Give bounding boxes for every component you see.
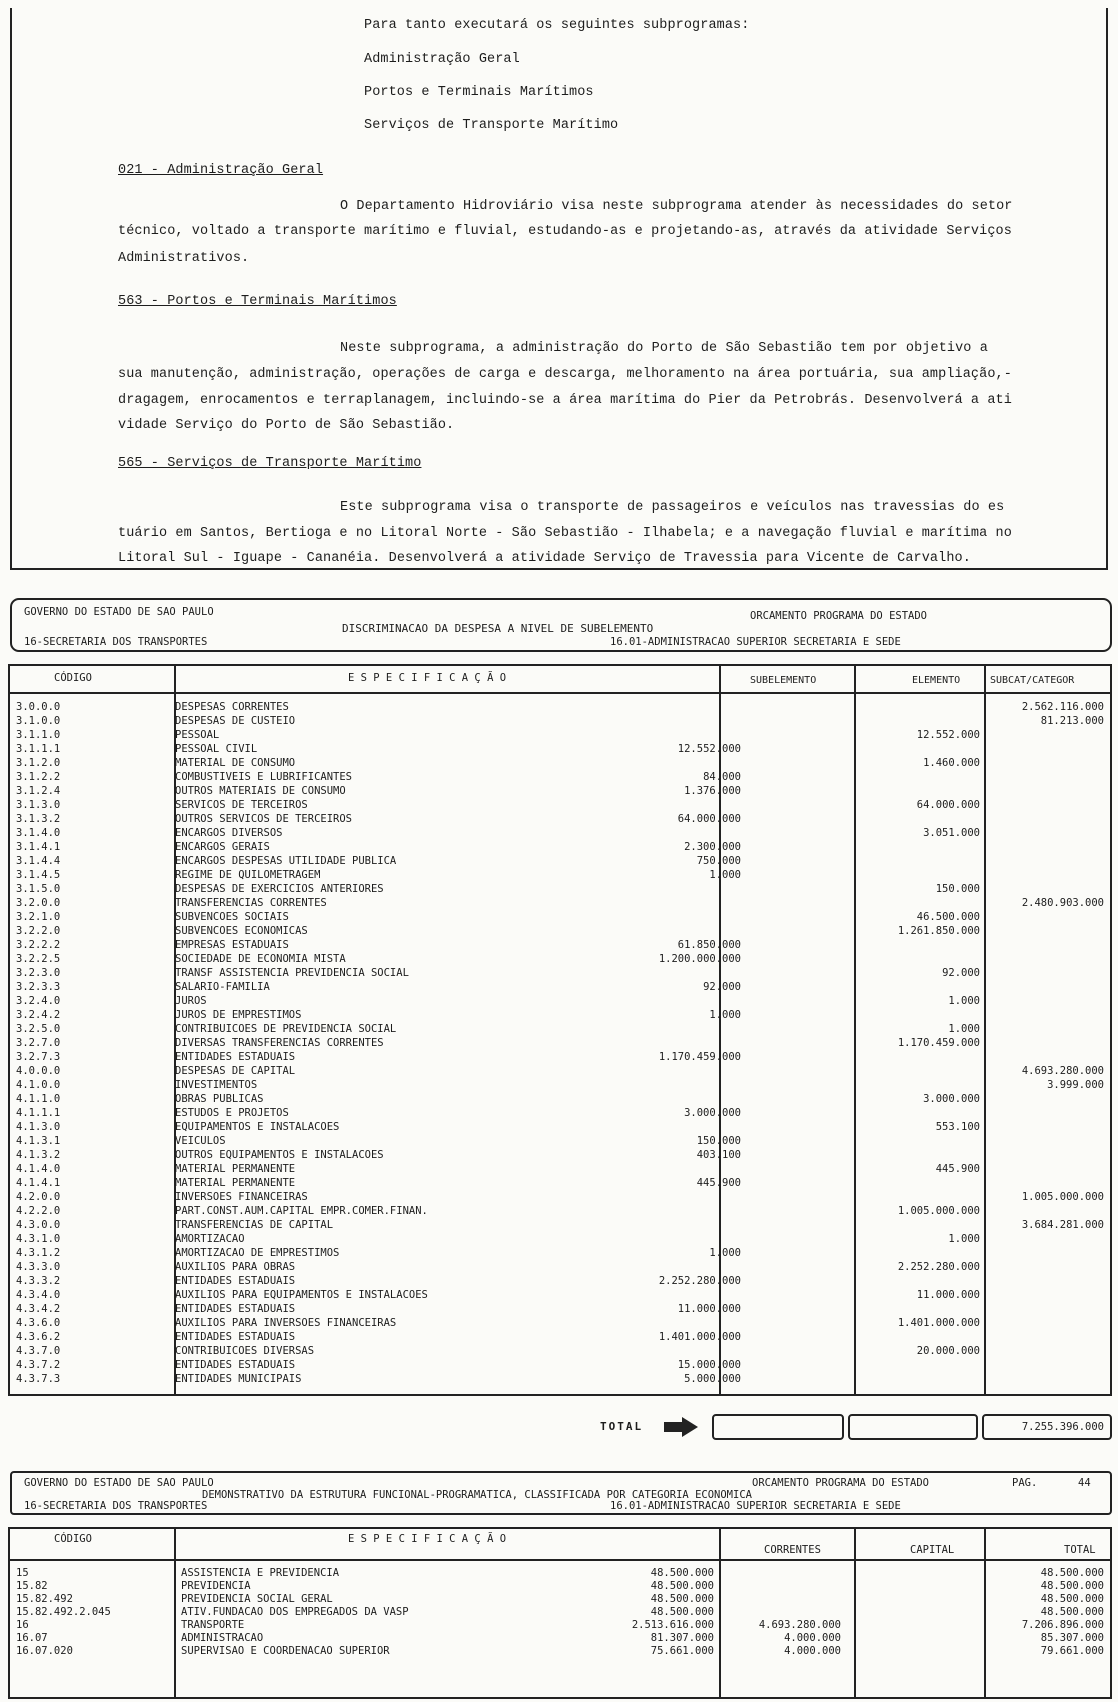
cell-codigo: 3.1.2.2 [16,771,61,783]
cell-especificacao: CONTRIBUICOES DE PREVIDENCIA SOCIAL [175,1023,397,1035]
expense-table [8,664,1112,1396]
cell-especificacao: ASSISTENCIA E PREVIDENCIA [181,1567,340,1579]
table-row [10,1274,1110,1288]
section-heading: 563 - Portos e Terminais Marítimos [118,294,397,309]
cell-especificacao: PESSOAL [175,729,220,741]
cell-especificacao: TRANSFERENCIAS DE CAPITAL [175,1219,334,1231]
table-row [10,1036,1110,1050]
cell-especificacao: CONTRIBUICOES DIVERSAS [175,1345,315,1357]
cell-codigo: 4.1.3.0 [16,1121,61,1133]
cell-especificacao: SALARIO-FAMILIA [175,981,270,993]
unit-label: 16.01-ADMINISTRACAO SUPERIOR SECRETARIA E SEDE [610,1500,901,1512]
cell-codigo: 3.1.4.0 [16,827,61,839]
table-row [10,1092,1110,1106]
cell-subelemento: 3.000.000 [684,1107,741,1119]
table-row [10,1567,1110,1580]
cell-codigo: 3.2.5.0 [16,1023,61,1035]
cell-subelemento: 1.376.000 [684,785,741,797]
cell-especificacao: OUTROS EQUIPAMENTOS E INSTALACOES [175,1149,384,1161]
header-subcat: SUBCAT/CATEGOR [990,675,1075,686]
cell-codigo: 4.3.7.3 [16,1373,61,1385]
cell-total: 48.500.000 [1040,1580,1104,1592]
cell-codigo: 3.2.3.3 [16,981,61,993]
cell-especificacao: VEICULOS [175,1135,226,1147]
cell-subcat: 1.005.000.000 [1021,1191,1104,1203]
paragraph-line: O Departamento Hidroviário visa neste subprograma atender às necessidades do setor [340,199,1013,214]
paragraph-line: vidade Serviço do Porto de São Sebastião. [118,418,455,433]
arrow-right-icon [662,1416,700,1438]
cell-elemento: 3.051.000 [923,827,980,839]
cell-codigo: 3.1.4.4 [16,855,61,867]
cell-codigo: 3.2.1.0 [16,911,61,923]
cell-elemento: 1.000 [948,1233,980,1245]
paragraph-line: tuário em Santos, Bertioga e no Litoral Norte - São Sebastião - Ilhabela; e a navegação fluvial e marítima no [118,526,1012,541]
cell-especificacao: MATERIAL PERMANENTE [175,1163,296,1175]
table-row [10,756,1110,770]
cell-especificacao: INVESTIMENTOS [175,1079,258,1091]
table-row [10,826,1110,840]
cell-subelemento: 2.300.000 [684,841,741,853]
cell-codigo: 4.2.0.0 [16,1191,61,1203]
cell-codigo: 4.3.7.0 [16,1345,61,1357]
cell-total: 79.661.000 [1040,1645,1104,1657]
cell-especificacao: OBRAS PUBLICAS [175,1093,264,1105]
cell-elemento: 150.000 [935,883,980,895]
cell-especificacao: SUBVENCOES SOCIAIS [175,911,289,923]
header-subelemento: SUBELEMENTO [750,675,817,686]
cell-codigo: 16 [16,1619,29,1631]
cell-subelemento: 64.000.000 [677,813,741,825]
table-row [10,742,1110,756]
cell-especificacao: ENTIDADES ESTADUAIS [175,1303,296,1315]
unit-label: 16.01-ADMINISTRACAO SUPERIOR SECRETARIA E SEDE [610,636,901,648]
cell-especificacao: ATIV.FUNDACAO DOS EMPREGADOS DA VASP [181,1606,409,1618]
cell-capital: 4.000.000 [784,1645,841,1657]
cell-especificacao: PREVIDENCIA [181,1580,251,1592]
subprogram-item: Serviços de Transporte Marítimo [364,118,619,133]
cell-especificacao: OUTROS SERVICOS DE TERCEIROS [175,813,353,825]
cell-codigo: 4.2.2.0 [16,1205,61,1217]
paragraph-line: Neste subprograma, a administração do Porto de São Sebastião tem por objetivo a [340,341,988,356]
cell-subelemento: 11.000.000 [677,1303,741,1315]
cell-correntes: 48.500.000 [650,1567,714,1579]
cell-subelemento: 84.000 [703,771,741,783]
cell-especificacao: SUBVENCOES ECONOMICAS [175,925,308,937]
cell-elemento: 1.000 [948,1023,980,1035]
table-row [10,938,1110,952]
functional-table [8,1527,1112,1699]
cell-subelemento: 403.100 [696,1149,741,1161]
header-especificacao: E S P E C I F I C A Ç Ã O [348,672,507,684]
table-row [10,798,1110,812]
cell-codigo: 4.1.3.2 [16,1149,61,1161]
table-row [10,1246,1110,1260]
table-row [10,1580,1110,1593]
cell-codigo: 3.2.4.2 [16,1009,61,1021]
header-elemento: ELEMENTO [912,675,961,686]
total-value: 7.255.396.000 [1021,1421,1104,1433]
table-row [10,1134,1110,1148]
cell-especificacao: REGIME DE QUILOMETRAGEM [175,869,321,881]
table-row [10,784,1110,798]
cell-subelemento: 15.000.000 [677,1359,741,1371]
cell-especificacao: ENTIDADES ESTADUAIS [175,1359,296,1371]
table-row [10,1260,1110,1274]
table-row [10,896,1110,910]
cell-especificacao: ESTUDOS E PROJETOS [175,1107,289,1119]
cell-subelemento: 750.000 [696,855,741,867]
table-row [10,728,1110,742]
form-title: DEMONSTRATIVO DA ESTRUTURA FUNCIONAL-PROGRAMATICA, CLASSIFICADA POR CATEGORIA ECONOMICA [202,1489,752,1501]
cell-codigo: 15.82.492.2.045 [16,1606,111,1618]
header-codigo: CÓDIGO [54,672,92,684]
cell-especificacao: PREVIDENCIA SOCIAL GERAL [181,1593,333,1605]
cell-subelemento: 1.401.000.000 [658,1331,741,1343]
table-row [10,1204,1110,1218]
paragraph-line: Administrativos. [118,251,250,266]
table-row [10,1190,1110,1204]
cell-elemento: 12.552.000 [916,729,980,741]
paragraph-line: técnico, voltado a transporte marítimo e fluvial, estudando-as e projetando-as, através da atividade Serviços [118,224,1012,239]
cell-elemento: 2.252.280.000 [897,1261,980,1273]
form-header-2 [10,1471,1112,1515]
table-row [10,1302,1110,1316]
table-row [10,840,1110,854]
table-row [10,1645,1110,1658]
cell-especificacao: ENTIDADES ESTADUAIS [175,1331,296,1343]
cell-elemento: 20.000.000 [916,1345,980,1357]
cell-codigo: 15.82 [16,1580,48,1592]
cell-especificacao: DESPESAS CORRENTES [175,701,289,713]
total-row [0,1412,1118,1442]
cell-especificacao: AUXILIOS PARA OBRAS [175,1261,296,1273]
cell-codigo: 3.2.2.0 [16,925,61,937]
paragraph-line: Este subprograma visa o transporte de passageiros e veículos nas travessias do es [340,500,1005,515]
cell-especificacao: SOCIEDADE DE ECONOMIA MISTA [175,953,346,965]
header-capital: CAPITAL [910,1544,955,1556]
header-separator [10,692,1110,694]
orcamento-label: ORCAMENTO PROGRAMA DO ESTADO [750,610,928,622]
cell-correntes: 48.500.000 [650,1580,714,1592]
header-separator [10,1559,1110,1561]
cell-codigo: 16.07 [16,1632,48,1644]
cell-codigo: 3.1.0.0 [16,715,61,727]
table-row [10,868,1110,882]
cell-subelemento: 61.850.000 [677,939,741,951]
cell-elemento: 64.000.000 [916,799,980,811]
table-row [10,1078,1110,1092]
cell-subcat: 2.562.116.000 [1021,701,1104,713]
cell-correntes: 81.307.000 [650,1632,714,1644]
cell-especificacao: INVERSOES FINANCEIRAS [175,1191,308,1203]
cell-codigo: 4.3.0.0 [16,1219,61,1231]
cell-subcat: 4.693.280.000 [1021,1065,1104,1077]
cell-especificacao: AMORTIZACAO [175,1233,245,1245]
cell-codigo: 4.3.6.2 [16,1331,61,1343]
form-header [10,598,1112,652]
header-total: TOTAL [1064,1544,1096,1556]
cell-codigo: 4.3.6.0 [16,1317,61,1329]
cell-elemento: 1.000 [948,995,980,1007]
cell-subelemento: 2.252.280.000 [658,1275,741,1287]
cell-subelemento: 1.000 [709,1009,741,1021]
table-row [10,700,1110,714]
table-row [10,1372,1110,1386]
cell-codigo: 3.1.4.5 [16,869,61,881]
cell-codigo: 4.3.7.2 [16,1359,61,1371]
table-row [10,1050,1110,1064]
cell-especificacao: ENTIDADES ESTADUAIS [175,1275,296,1287]
cell-especificacao: SUPERVISAO E COORDENACAO SUPERIOR [181,1645,390,1657]
cell-codigo: 3.1.2.4 [16,785,61,797]
table-row [10,812,1110,826]
section-heading: 565 - Serviços de Transporte Marítimo [118,456,422,471]
cell-codigo: 4.1.3.1 [16,1135,61,1147]
cell-subelemento: 1.170.459.000 [658,1051,741,1063]
cell-total: 48.500.000 [1040,1593,1104,1605]
cell-especificacao: PART.CONST.AUM.CAPITAL EMPR.COMER.FINAN. [175,1205,428,1217]
cell-codigo: 4.3.3.0 [16,1261,61,1273]
cell-codigo: 4.1.1.0 [16,1093,61,1105]
cell-subelemento: 1.000 [709,869,741,881]
cell-especificacao: COMBUSTIVEIS E LUBRIFICANTES [175,771,353,783]
total-subcat-box [982,1414,1112,1440]
cell-codigo: 4.3.4.2 [16,1303,61,1315]
cell-especificacao: SERVICOS DE TERCEIROS [175,799,308,811]
cell-especificacao: OUTROS MATERIAIS DE CONSUMO [175,785,346,797]
cell-total: 85.307.000 [1040,1632,1104,1644]
cell-especificacao: JUROS DE EMPRESTIMOS [175,1009,302,1021]
header-correntes: CORRENTES [764,1544,821,1556]
table-row [10,1619,1110,1632]
subprogram-item: Portos e Terminais Marítimos [364,85,594,100]
total-elemento-box [848,1414,978,1440]
total-subelemento-box [712,1414,844,1440]
cell-subelemento: 445.900 [696,1177,741,1189]
cell-elemento: 445.900 [935,1163,980,1175]
table-row [10,1606,1110,1619]
header-especificacao: E S P E C I F I C A Ç Ã O [348,1533,507,1545]
cell-especificacao: EMPRESAS ESTADUAIS [175,939,289,951]
cell-elemento: 1.005.000.000 [897,1205,980,1217]
table-row [10,1162,1110,1176]
cell-correntes: 75.661.000 [650,1645,714,1657]
cell-codigo: 4.1.0.0 [16,1079,61,1091]
cell-elemento: 46.500.000 [916,911,980,923]
cell-codigo: 3.2.4.0 [16,995,61,1007]
gov-label: GOVERNO DO ESTADO DE SAO PAULO [24,1477,214,1489]
table-row [10,980,1110,994]
table-row [10,910,1110,924]
cell-codigo: 3.1.4.1 [16,841,61,853]
cell-especificacao: ENTIDADES ESTADUAIS [175,1051,296,1063]
cell-codigo: 4.0.0.0 [16,1065,61,1077]
table-row [10,714,1110,728]
cell-elemento: 92.000 [942,967,980,979]
cell-codigo: 4.3.1.0 [16,1233,61,1245]
cell-codigo: 3.2.3.0 [16,967,61,979]
cell-capital: 4.693.280.000 [758,1619,841,1631]
cell-especificacao: JUROS [175,995,207,1007]
form-title: DISCRIMINACAO DA DESPESA A NIVEL DE SUBELEMENTO [342,622,654,635]
table-row [10,1008,1110,1022]
cell-correntes: 48.500.000 [650,1606,714,1618]
table-row [10,1106,1110,1120]
table-row [10,1176,1110,1190]
cell-total: 48.500.000 [1040,1567,1104,1579]
cell-subelemento: 92.000 [703,981,741,993]
cell-elemento: 3.000.000 [923,1093,980,1105]
cell-especificacao: TRANSF ASSISTENCIA PREVIDENCIA SOCIAL [175,967,409,979]
table-row [10,1064,1110,1078]
table-row [10,1344,1110,1358]
cell-especificacao: AMORTIZACAO DE EMPRESTIMOS [175,1247,340,1259]
total-label: TOTAL [600,1420,644,1433]
cell-codigo: 3.1.3.2 [16,813,61,825]
cell-especificacao: MATERIAL DE CONSUMO [175,757,296,769]
cell-codigo: 4.3.1.2 [16,1247,61,1259]
table-row [10,1358,1110,1372]
cell-subelemento: 12.552.000 [677,743,741,755]
cell-subelemento: 150.000 [696,1135,741,1147]
cell-capital: 4.000.000 [784,1632,841,1644]
cell-elemento: 1.261.850.000 [897,925,980,937]
paragraph-line: sua manutenção, administração, operações de carga e descarga, melhoramento na área portuária, sua ampliação,- [118,367,1012,382]
cell-codigo: 3.2.7.0 [16,1037,61,1049]
cell-elemento: 1.170.459.000 [897,1037,980,1049]
paragraph-line: Litoral Sul - Iguape - Cananéia. Desenvolverá a atividade Serviço de Travessia para Vicente de Carvalho. [118,551,971,566]
page-number: 44 [1078,1477,1091,1489]
cell-correntes: 48.500.000 [650,1593,714,1605]
gov-label: GOVERNO DO ESTADO DE SAO PAULO [24,606,214,618]
table-row [10,854,1110,868]
table-row [10,770,1110,784]
table-row [10,994,1110,1008]
cell-codigo: 4.3.4.0 [16,1289,61,1301]
cell-especificacao: PESSOAL CIVIL [175,743,258,755]
cell-subelemento: 1.200.000.000 [658,953,741,965]
cell-codigo: 15.82.492 [16,1593,73,1605]
table-row [10,952,1110,966]
cell-subcat: 3.684.281.000 [1021,1219,1104,1231]
cell-codigo: 3.2.7.3 [16,1051,61,1063]
cell-elemento: 1.401.000.000 [897,1317,980,1329]
table-row [10,1288,1110,1302]
cell-codigo: 3.2.0.0 [16,897,61,909]
table-row [10,1022,1110,1036]
section-heading: 021 - Administração Geral [118,163,324,178]
cell-codigo: 3.1.1.1 [16,743,61,755]
cell-especificacao: DESPESAS DE EXERCICIOS ANTERIORES [175,883,384,895]
page-label: PAG. [1012,1477,1038,1489]
table-row [10,1593,1110,1606]
secretaria-label: 16-SECRETARIA DOS TRANSPORTES [24,636,208,648]
cell-total: 48.500.000 [1040,1606,1104,1618]
table-row [10,966,1110,980]
cell-subcat: 2.480.903.000 [1021,897,1104,909]
cell-especificacao: DESPESAS DE CUSTEIO [175,715,296,727]
cell-subcat: 81.213.000 [1040,715,1104,727]
cell-correntes: 2.513.616.000 [631,1619,714,1631]
cell-codigo: 4.3.3.2 [16,1275,61,1287]
cell-especificacao: ENTIDADES MUNICIPAIS [175,1373,302,1385]
cell-codigo: 3.2.2.2 [16,939,61,951]
header-codigo: CÓDIGO [54,1533,92,1545]
table-row [10,1148,1110,1162]
cell-codigo: 3.1.5.0 [16,883,61,895]
subprogram-item: Administração Geral [364,52,520,67]
cell-especificacao: AUXILIOS PARA EQUIPAMENTOS E INSTALACOES [175,1289,428,1301]
cell-elemento: 1.460.000 [923,757,980,769]
table-row [10,1120,1110,1134]
orcamento-label: ORCAMENTO PROGRAMA DO ESTADO [752,1477,930,1489]
cell-especificacao: ADMINISTRACAO [181,1632,264,1644]
cell-codigo: 4.1.4.1 [16,1177,61,1189]
table-row [10,1316,1110,1330]
table-row [10,1632,1110,1645]
cell-codigo: 3.1.2.0 [16,757,61,769]
cell-codigo: 16.07.020 [16,1645,73,1657]
cell-especificacao: ENCARGOS DIVERSOS [175,827,283,839]
cell-codigo: 3.2.2.5 [16,953,61,965]
paragraph-line: dragagem, enrocamentos e terraplanagem, incluindo-se a área marítima do Pier da Petrobrás. Desenvolverá a ati [118,393,1012,408]
cell-especificacao: MATERIAL PERMANENTE [175,1177,296,1189]
cell-especificacao: TRANSFERENCIAS CORRENTES [175,897,327,909]
cell-subelemento: 5.000.000 [684,1373,741,1385]
secretaria-label: 16-SECRETARIA DOS TRANSPORTES [24,1500,208,1512]
cell-subcat: 3.999.000 [1047,1079,1104,1091]
cell-especificacao: ENCARGOS GERAIS [175,841,270,853]
table-row [10,1330,1110,1344]
cell-codigo: 4.1.4.0 [16,1163,61,1175]
cell-codigo: 4.1.1.1 [16,1107,61,1119]
cell-codigo: 3.0.0.0 [16,701,61,713]
cell-codigo: 3.1.3.0 [16,799,61,811]
intro-text: Para tanto executará os seguintes subprogramas: [364,18,750,33]
cell-codigo: 15 [16,1567,29,1579]
cell-especificacao: EQUIPAMENTOS E INSTALACOES [175,1121,340,1133]
cell-especificacao: DESPESAS DE CAPITAL [175,1065,296,1077]
cell-especificacao: DIVERSAS TRANSFERENCIAS CORRENTES [175,1037,384,1049]
cell-elemento: 553.100 [935,1121,980,1133]
cell-codigo: 3.1.1.0 [16,729,61,741]
cell-total: 7.206.896.000 [1021,1619,1104,1631]
cell-especificacao: TRANSPORTE [181,1619,245,1631]
table-row [10,1232,1110,1246]
table-row [10,1218,1110,1232]
table-row [10,882,1110,896]
cell-especificacao: ENCARGOS DESPESAS UTILIDADE PUBLICA [175,855,397,867]
cell-especificacao: AUXILIOS PARA INVERSOES FINANCEIRAS [175,1317,397,1329]
table-row [10,924,1110,938]
cell-elemento: 11.000.000 [916,1289,980,1301]
cell-subelemento: 1.000 [709,1247,741,1259]
